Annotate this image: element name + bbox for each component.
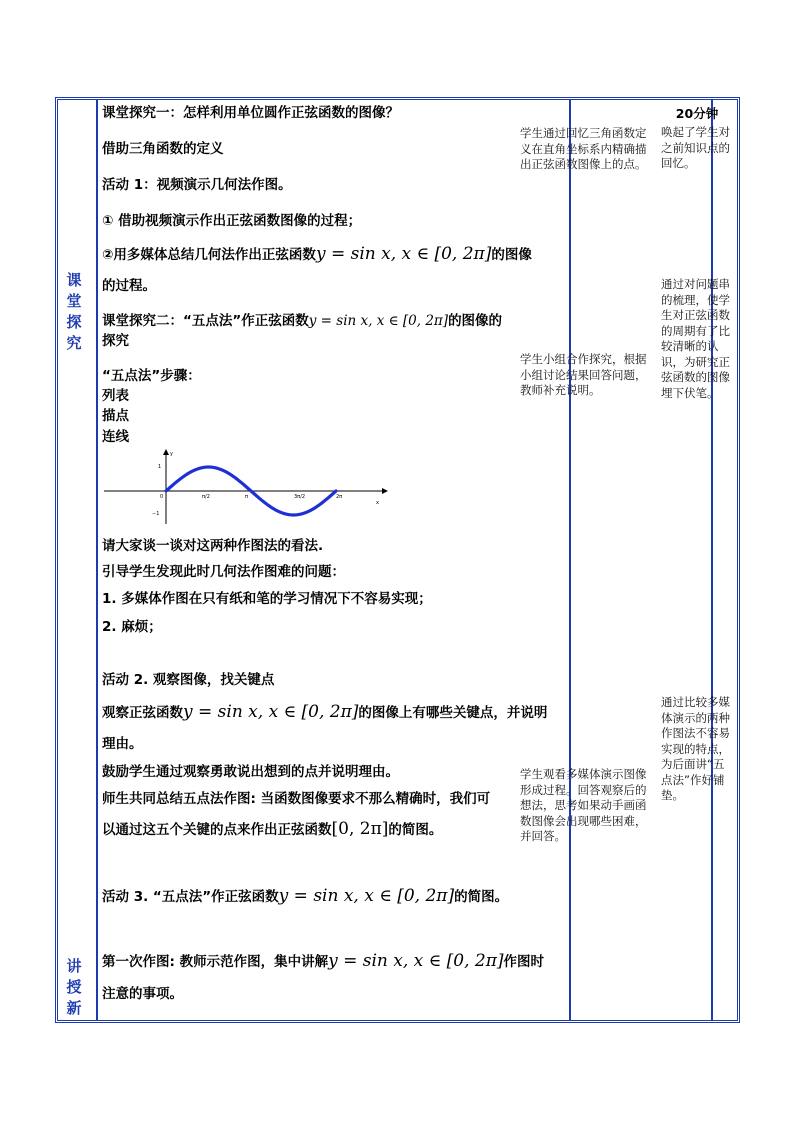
time-label: 20分钟 bbox=[675, 106, 719, 121]
x-tick-3pi-half: 3π/2 bbox=[294, 494, 306, 500]
text: 连线 bbox=[102, 429, 129, 445]
label-char: 究 bbox=[66, 334, 82, 352]
text: 作图时 bbox=[503, 954, 545, 970]
sine-graph bbox=[100, 448, 390, 528]
student-activity-column bbox=[571, 100, 713, 1020]
intent-note-2: 通过对问题串的梳理，使学生对正弦函数的周期有了比较清晰的认识，为研究正弦函数的图像埋下伏笔。 bbox=[661, 277, 730, 400]
content-line bbox=[102, 277, 564, 295]
content-line bbox=[102, 387, 564, 405]
section-label-classroom-inquiry bbox=[57, 270, 91, 354]
intent-note-3: 通过比较多媒体演示的两种作图法不容易实现的特点，为后面讲“五点法”作好铺垫。 bbox=[661, 695, 730, 802]
content-line bbox=[102, 952, 564, 971]
intent-note-1: 唤起了学生对之前知识点的回忆。 bbox=[661, 125, 730, 170]
text: 的图像的 bbox=[448, 313, 503, 329]
content-line bbox=[102, 212, 564, 230]
text: 描点 bbox=[102, 408, 129, 424]
label-char: 探 bbox=[66, 313, 82, 331]
text: 的图像 bbox=[491, 247, 532, 263]
activity-2-title: 活动 2. 观察图像，找关键点 bbox=[102, 672, 275, 688]
label-char: 课 bbox=[66, 271, 82, 289]
formula: y = sin x, x ∈ [0, 2π] bbox=[308, 313, 449, 329]
formula: y = sin x, x ∈ [0, 2π] bbox=[278, 886, 455, 906]
formula: y = sin x, x ∈ [0, 2π] bbox=[315, 244, 492, 264]
text: 1. 多媒体作图在只有纸和笔的学习情况下不容易实现； bbox=[102, 591, 432, 607]
text: ②用多媒体总结几何法作出正弦函数 bbox=[102, 247, 316, 263]
content-line bbox=[102, 703, 564, 722]
y-tick-1: 1 bbox=[158, 464, 162, 470]
label-char: 堂 bbox=[66, 292, 82, 310]
student-note-2: 学生小组合作探究，根据小组讨论结果回答问题，教师补充说明。 bbox=[520, 352, 647, 397]
text: 的图像上有哪些关键点，并说明 bbox=[358, 705, 548, 721]
content-line bbox=[102, 537, 564, 555]
content-line bbox=[102, 763, 564, 781]
content-line bbox=[102, 367, 564, 385]
content-line bbox=[102, 407, 564, 425]
content-line bbox=[102, 563, 564, 581]
text: 师生共同总结五点法作图: 当函数图像要求不那么精确时，我们可 bbox=[102, 791, 491, 807]
content-line bbox=[102, 140, 564, 158]
x-axis-label: x bbox=[376, 500, 379, 506]
text: 列表 bbox=[102, 388, 129, 404]
text: 的简图。 bbox=[454, 889, 509, 905]
text: 理由。 bbox=[102, 736, 143, 752]
x-axis-arrow bbox=[382, 488, 388, 494]
content-line bbox=[102, 428, 564, 446]
content-line bbox=[102, 820, 564, 839]
label-char: 授 bbox=[66, 978, 82, 996]
section-column bbox=[58, 100, 98, 1020]
x-tick-pi: π bbox=[245, 494, 249, 500]
text: 鼓励学生通过观察勇敢说出想到的点并说明理由。 bbox=[102, 764, 399, 780]
student-note-3: 学生观看多媒体演示图像形成过程。回答观察后的想法，思考如果动手画函数图像会出现哪些困难，并回答。 bbox=[520, 767, 647, 843]
formula: y = sin x, x ∈ [0, 2π] bbox=[183, 702, 359, 722]
content-line bbox=[102, 790, 564, 808]
student-note-1: 学生通过回忆三角函数定义在直角坐标系内精确描出正弦函数图像上的点。 bbox=[520, 126, 647, 171]
content-line bbox=[102, 590, 564, 608]
content-line bbox=[102, 176, 564, 194]
section-label-new-teaching bbox=[57, 956, 91, 1019]
lesson-table bbox=[55, 97, 740, 1023]
content-line bbox=[102, 671, 564, 689]
text: 的简图。 bbox=[388, 822, 443, 838]
design-intent-column bbox=[713, 100, 737, 1020]
x-tick-2pi: 2π bbox=[336, 494, 343, 500]
activity-3-title: 活动 3. “五点法”作正弦函数 bbox=[102, 889, 279, 905]
text: 注意的事项。 bbox=[102, 986, 183, 1002]
content-line bbox=[102, 735, 564, 753]
text: 引导学生发现此时几何法作图难的问题： bbox=[102, 564, 345, 580]
content-line bbox=[102, 332, 564, 350]
text: 以通过这五个关键的点来作出正弦函数 bbox=[102, 822, 332, 838]
label-char: 讲 bbox=[66, 957, 82, 975]
text: 活动 1：视频演示几何法作图。 bbox=[102, 177, 292, 193]
text: 借助三角函数的定义 bbox=[102, 141, 224, 157]
content-line bbox=[102, 245, 564, 264]
inquiry-one-title: 课堂探究一：怎样利用单位圆作正弦函数的图像？ bbox=[102, 105, 399, 121]
text: 观察正弦函数 bbox=[102, 705, 183, 721]
y-axis-arrow bbox=[163, 449, 169, 455]
content-line bbox=[102, 618, 564, 636]
x-tick-pi-half: π/2 bbox=[202, 494, 210, 500]
content-column bbox=[98, 100, 571, 1020]
content-line bbox=[102, 312, 564, 330]
text: 探究 bbox=[102, 333, 129, 349]
text: “五点法”步骤： bbox=[102, 368, 201, 384]
formula: y = sin x, x ∈ [0, 2π] bbox=[328, 951, 504, 971]
text: 请大家谈一谈对这两种作图法的看法. bbox=[102, 538, 324, 554]
origin-label: 0 bbox=[160, 494, 164, 500]
label-char: 新 bbox=[66, 999, 82, 1017]
content-line bbox=[102, 887, 564, 906]
text: 第一次作图: 教师示范作图，集中讲解 bbox=[102, 954, 329, 970]
text: ① 借助视频演示作出正弦函数图像的过程； bbox=[102, 213, 362, 229]
content-block bbox=[102, 104, 564, 122]
text: 的过程。 bbox=[102, 278, 156, 294]
text: 2. 麻烦； bbox=[102, 619, 162, 635]
y-tick-neg1: −1 bbox=[152, 511, 160, 517]
inquiry-two-title: 课堂探究二：“五点法”作正弦函数 bbox=[102, 313, 309, 329]
y-axis-label: y bbox=[170, 451, 173, 457]
interval: [0, 2π] bbox=[331, 819, 389, 839]
content-line bbox=[102, 985, 564, 1003]
